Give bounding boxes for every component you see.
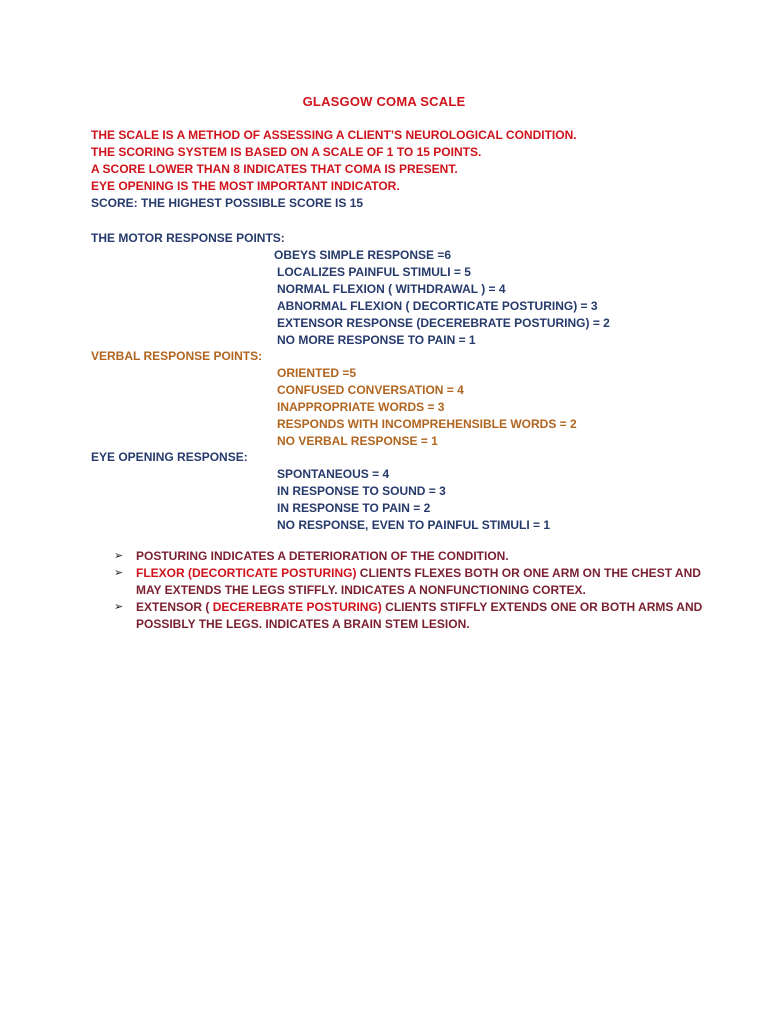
bullet-prefix: EXTENSOR (	[136, 600, 213, 614]
motor-item: EXTENSOR RESPONSE (DECEREBRATE POSTURING) = 2	[277, 316, 610, 330]
verbal-item: ORIENTED =5	[277, 366, 357, 380]
bullet-text-line	[136, 599, 703, 616]
bullet-text-line	[136, 565, 701, 582]
eye-item: NO RESPONSE, EVEN TO PAINFUL STIMULI = 1	[277, 518, 551, 532]
bullet-text: CLIENTS FLEXES BOTH OR ONE ARM ON THE CHEST AND	[356, 566, 701, 580]
bullet-item	[114, 599, 703, 633]
eye-item: IN RESPONSE TO SOUND = 3	[277, 484, 446, 498]
verbal-item: NO VERBAL RESPONSE = 1	[277, 434, 438, 448]
verbal-item: RESPONDS WITH INCOMPREHENSIBLE WORDS = 2	[277, 417, 577, 431]
score-line: SCORE: THE HIGHEST POSSIBLE SCORE IS 15	[91, 196, 364, 210]
motor-item: ABNORMAL FLEXION ( DECORTICATE POSTURING) = 3	[277, 299, 598, 313]
page-title: GLASGOW COMA SCALE	[302, 94, 466, 109]
bullet-item	[114, 565, 701, 599]
eye-opening-list	[277, 466, 550, 534]
bullet-item	[114, 548, 674, 565]
eye-item: IN RESPONSE TO PAIN = 2	[277, 501, 431, 515]
motor-response-heading: THE MOTOR RESPONSE POINTS:	[91, 231, 285, 245]
bullet-highlight: FLEXOR (DECORTICATE POSTURING)	[136, 566, 357, 580]
verbal-response-list	[277, 365, 577, 450]
bullet-text: MAY EXTENDS THE LEGS STIFFLY. INDICATES A NONFUNCTIONING CORTEX.	[136, 583, 586, 597]
eye-opening-heading: EYE OPENING RESPONSE:	[91, 450, 248, 464]
bullet-text: POSSIBLY THE LEGS. INDICATES A BRAIN STEM LESION.	[136, 617, 470, 631]
motor-response-list	[274, 247, 610, 349]
verbal-item: INAPPROPRIATE WORDS = 3	[277, 400, 445, 414]
notes-bullet-list	[114, 548, 703, 633]
verbal-response-heading: VERBAL RESPONSE POINTS:	[91, 349, 263, 363]
arrow-bullet-icon: ➢	[114, 567, 124, 579]
eye-item: SPONTANEOUS = 4	[277, 467, 390, 481]
motor-item: LOCALIZES PAINFUL STIMULI = 5	[277, 265, 471, 279]
verbal-item: CONFUSED CONVERSATION = 4	[277, 383, 464, 397]
motor-item: NORMAL FLEXION ( WITHDRAWAL ) = 4	[277, 282, 506, 296]
motor-item: OBEYS SIMPLE RESPONSE =6	[274, 248, 452, 262]
intro-line-1: THE SCALE IS A METHOD OF ASSESSING A CLIENT’S NEUROLOGICAL CONDITION.	[91, 128, 577, 142]
arrow-bullet-icon: ➢	[114, 550, 124, 562]
bullet-text: CLIENTS STIFFLY EXTENDS ONE OR BOTH ARMS AND	[381, 600, 703, 614]
bullet-text: POSTURING INDICATES A DETERIORATION OF THE CONDITION.	[136, 549, 509, 563]
intro-line-2: THE SCORING SYSTEM IS BASED ON A SCALE OF 1 TO 15 POINTS.	[91, 145, 482, 159]
intro-line-3: A SCORE LOWER THAN 8 INDICATES THAT COMA IS PRESENT.	[91, 162, 458, 176]
motor-item: NO MORE RESPONSE TO PAIN = 1	[277, 333, 476, 347]
arrow-bullet-icon: ➢	[114, 601, 124, 613]
intro-block	[91, 127, 577, 212]
bullet-highlight: DECEREBRATE POSTURING)	[212, 600, 382, 614]
intro-line-4: EYE OPENING IS THE MOST IMPORTANT INDICATOR.	[91, 179, 400, 193]
